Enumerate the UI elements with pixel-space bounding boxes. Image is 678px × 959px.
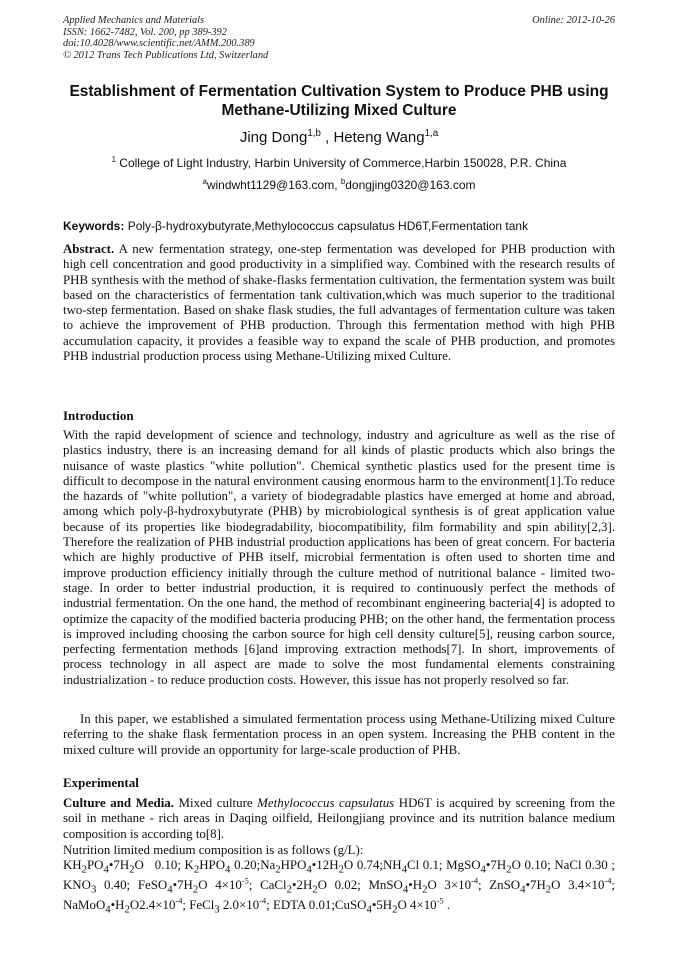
email-line: [63, 178, 615, 192]
experimental-heading: Experimental: [63, 775, 139, 790]
journal-name: Applied Mechanics and Materials: [63, 15, 205, 26]
introduction-paragraph-2: [63, 712, 615, 758]
abstract-label: Abstract.: [63, 242, 115, 256]
keywords: [63, 219, 615, 233]
email-address: windwht1129@163.com,: [206, 178, 341, 192]
copyright-line: © 2012 Trans Tech Publications Ltd, Switzerland: [63, 49, 269, 61]
medium-composition: $KH_2PO_4•7H_2O$ 0.10; $K_2HPO_4$ $0.20;Na_2HPO_4•12H_2O$ $0.74;NH_4Cl$ 0.1; $MgSO_4•7H_2O$ 0.10; NaCl 0.30 ; $KNO_3$ 0.40; $FeSO_4•7H_2O$ $4\times 10^{-5}$; $CaCl_2•2H_2O$ 0.02; $MnSO_4•H_2O$ $3\times 10^{-4}$; $ZnSO_4•7H_2O$ $3.4\times 10^{-4}$; $NaMoO_4•H_2O2.4\times 10^{-4}$; FeCl$_3$ $2.0\times 10^{-4}$; EDTA $0.01;CuSO_4•5H_2O$ $4\times 10^{-5}$ .: [63, 858, 615, 916]
affiliation-superscript: 1: [111, 155, 116, 164]
introduction-paragraph-2-text: In this paper, we established a simulated fermentation process using Methane-Utilizing mixed Culture referring to the shake flask fermentation process in an open system. Increasing the PHB content in the mixed culture will provide an opportunity for large-scale production of PHB.: [63, 712, 615, 757]
keywords-label: Keywords:: [63, 219, 125, 233]
paper-title: Establishment of Fermentation Cultivation System to Produce PHB using Methane-Utilizing Mixed Culture: [69, 83, 609, 119]
doi-line: doi:10.4028/www.scientific.net/AMM.200.389: [63, 38, 255, 50]
author-superscript: 1,a: [424, 128, 439, 139]
email-address: dongjing0320@163.com: [345, 178, 476, 192]
affiliation-text: College of Light Industry, Harbin University of Commerce,Harbin 150028, P.R. China: [115, 156, 567, 170]
medium-intro: Nutrition limited medium composition is as follows (g/L):: [63, 843, 364, 857]
introduction-paragraph-1: With the rapid development of science and technology, industry and agriculture as well as the rise of plastics industry, there is an increasing demand for all kinds of plastic products which also brings the nuisance of waste plastics "white pollution". Chemical synthetic plastics used for the present time is difficult to decompose in the natural environment causing enormous harm to the environment[1].To reduce the hazards of "white pollution", a variety of biodegradable plastics have emerged at home and abroad, among which poly-β-hydroxybutyrate (PHB) by microbiological synthesis is of great application value because of its properties like biodegradability, biocompatibility, film formability and spin ability[2,3]. Therefore the realization of PHB industrial production applications has been of great concern. For bacteria which are highly productive of PHB itself, microbial fermentation is often used to shorten time and improve production efficiency initially through the culture method of nutritional balance - limited two-stage. In order to better industrial production, it is required to continuously perfect the methods of industrial fermentation. On the one hand, the method of recombinant engineering bacteria[4] is adopted to optimize the capacity of the modified bacteria producing PHB; on the other hand, the fermentation process is improved including choosing the carbon source for high cell density culture[5], reusing carbon source, perfecting fermentation methods [6]and improving extraction methods[7]. In short, improvements of process technology in all aspect are made to solve the most fundamental elements constraining industrialization - to reduce production costs. However, this issue has not properly resolved so far.: [63, 428, 615, 687]
introduction-heading: Introduction: [63, 408, 134, 423]
species-name: Methylococcus capsulatus: [257, 796, 395, 810]
culture-media-label: Culture and Media.: [63, 796, 174, 810]
experimental-text: HD6T is acquired by screening from the soil in methane - rich areas in Daqing oilfield, Heilongjiang province and its nutrition balance medium composition is according to[8].: [63, 796, 615, 841]
affiliation: [63, 156, 615, 170]
email-superscript: b: [340, 177, 346, 186]
online-date: Online: 2012-10-26: [532, 15, 615, 26]
author-name: Heteng Wang: [333, 129, 425, 146]
experimental-text: Mixed culture: [173, 796, 258, 810]
keywords-text: Poly-β-hydroxybutyrate,Methylococcus capsulatus HD6T,Fermentation tank: [124, 219, 529, 233]
author-line: [63, 129, 615, 147]
author-superscript: 1,b: [307, 128, 321, 139]
abstract: [63, 242, 615, 364]
author-separator: ,: [320, 129, 334, 146]
author-name: Jing Dong: [239, 129, 308, 146]
email-superscript: a: [202, 177, 207, 186]
abstract-text: A new fermentation strategy, one-step fermentation was developed for PHB production with high cell concentration and good productivity in a simplified way. Combined with the research results of PHB synthesis with the method of shake-flasks fermentation cultivation, the fermentation system was built based on the characteristics of fermentation tank cultivation,which was much superior to the traditional two-step fermentation. Based on shake flask studies, the full advantages of fermentation culture was taken to achieve the improvement of PHB production. Through this fermentation method with high PHB accumulation capacity, it provides a feasible way to expand the scale of PHB production, and promotes PHB industrial production process using Methane-Utilizing mixed Culture.: [63, 242, 615, 364]
issn-line: ISSN: 1662-7482, Vol. 200, pp 389-392: [63, 26, 227, 38]
experimental-paragraph-1: [63, 796, 615, 842]
journal-header: [63, 15, 615, 61]
